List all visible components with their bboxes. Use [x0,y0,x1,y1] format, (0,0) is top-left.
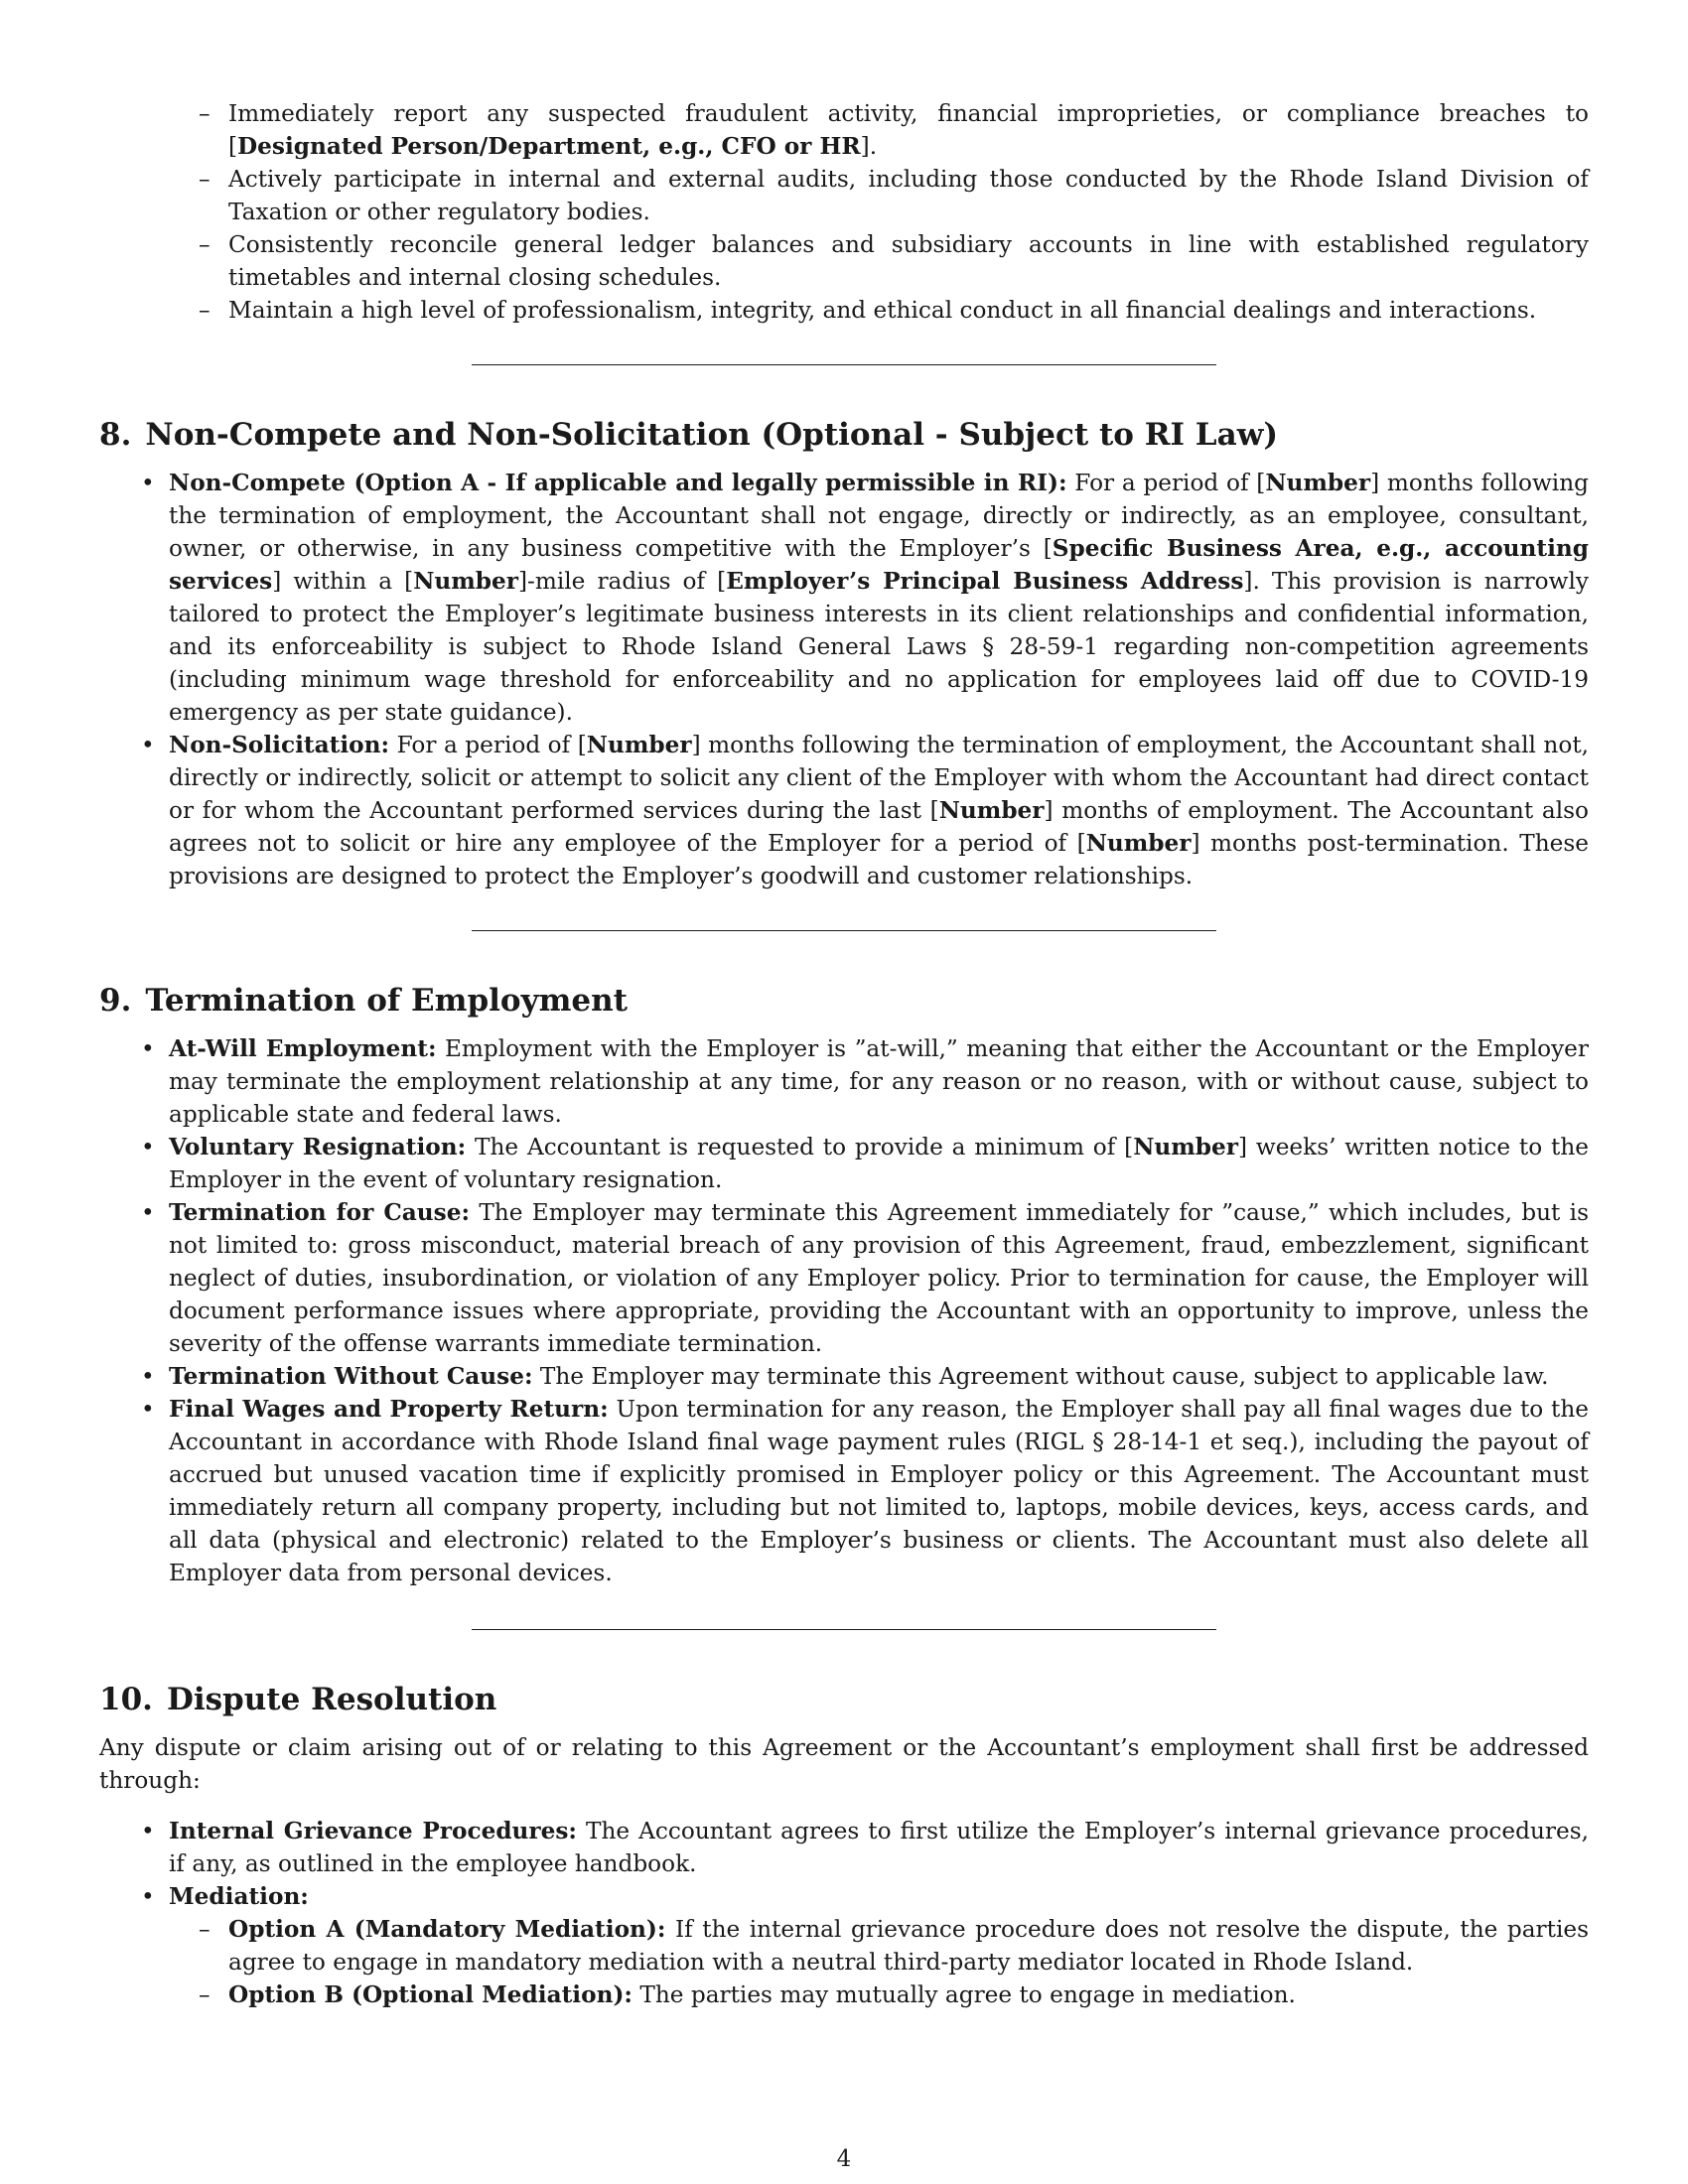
termination-without-cause-item: • Termination Without Cause: The Employer may terminate this Agreement without cause, subject to applicable law. [169,1360,1589,1393]
section-divider [472,364,1216,365]
final-wages-item: • Final Wages and Property Return: Upon termination for any reason, the Employer shall pay all final wages due to the Accountant in accordance with Rhode Island final wage payment rules (RIGL § 28-14-1 et seq.), including the payout of accrued but unused vacation time if explicitly promised in Employer policy or this Agreement. The Accountant must immediately return all company property, including but not limited to, laptops, mobile devices, keys, access cards, and all data (physical and electronic) related to the Employer’s business or clients. The Accountant must also delete all Employer data from personal devices. [169,1393,1589,1589]
list-item: – Immediately report any suspected fraudulent activity, financial improprieties, or compliance breaches to [Designated Person/Department, e.g., CFO or HR]. [228,97,1589,163]
mediation-option-b: – Option B (Optional Mediation): The parties may mutually agree to engage in mediation. [228,1979,1589,2011]
list-item: – Maintain a high level of professionalism, integrity, and ethical conduct in all financial dealings and interactions. [228,294,1589,327]
mediation-option-a: – Option A (Mandatory Mediation): If the internal grievance procedure does not resolve the dispute, the parties agree to engage in mandatory mediation with a neutral third-party mediator located in Rhode Island. [228,1913,1589,1979]
non-solicitation-item: • Non-Solicitation: For a period of [Number] months following the termination of employment, the Accountant shall not, directly or indirectly, solicit or attempt to solicit any client of the Employer with whom the Accountant had direct contact or for whom the Accountant performed services during the last [Number] months of employment. The Accountant also agrees not to solicit or hire any employee of the Employer for a period of [Number] months post-termination. These provisions are designed to protect the Employer’s goodwill and customer relationships. [169,729,1589,892]
section-divider [472,1629,1216,1630]
page-number: 4 [836,2146,852,2172]
section-9-heading: 9. Termination of Employment [99,983,629,1019]
mediation-options [169,1913,1589,2011]
list-item: – Consistently reconcile general ledger balances and subsidiary accounts in line with established regulatory timetables and internal closing schedules. [228,228,1589,294]
mediation-item: • Mediation: – Option A (Mandatory Mediation): If the internal grievance procedure does not resolve the dispute, the parties agree to engage in mandatory mediation with a neutral third-party mediator located in Rhode Island. – Option B (Optional Mediation): The parties may mutually agree to engage in mediation. [169,1880,1589,2011]
section-8-heading: 8. Non-Compete and Non-Solicitation (Optional - Subject to RI Law) [99,417,1279,453]
section-10-intro: Any dispute or claim arising out of or relating to this Agreement or the Accountant’s employment shall first be addressed through: [99,1734,1589,1794]
voluntary-resignation-item: • Voluntary Resignation: The Accountant is requested to provide a minimum of [Number] weeks’ written notice to the Employer in the event of voluntary resignation. [169,1131,1589,1196]
non-compete-item: • Non-Compete (Option A - If applicable and legally permissible in RI): For a period of [Number] months following the termination of employment, the Accountant shall not engage, directly or indirectly, as an employee, consultant, owner, or otherwise, in any business competitive with the Employer’s [Specific Business Area, e.g., accounting services] within a [Number]-mile radius of [Employer’s Principal Business Address]. This provision is narrowly tailored to protect the Employer’s legitimate business interests in its client relationships and confidential information, and its enforceability is subject to Rhode Island General Laws § 28-59-1 regarding non-competition agreements (including minimum wage threshold for enforceability and no application for employees laid off due to COVID-19 emergency as per state guidance). [169,467,1589,729]
section-9-list [99,1032,1589,1589]
responsibilities-list [99,97,1589,327]
grievance-item: • Internal Grievance Procedures: The Accountant agrees to first utilize the Employer’s internal grievance procedures, if any, as outlined in the employee handbook. [169,1815,1589,1880]
section-10-heading: 10. Dispute Resolution [99,1682,497,1717]
section-8-list [99,467,1589,892]
at-will-item: • At-Will Employment: Employment with the Employer is ”at-will,” meaning that either the Accountant or the Employer may terminate the employment relationship at any time, for any reason or no reason, with or without cause, subject to applicable state and federal laws. [169,1032,1589,1131]
section-10-list [99,1815,1589,2011]
termination-for-cause-item: • Termination for Cause: The Employer may terminate this Agreement immediately for ”cause,” which includes, but is not limited to: gross misconduct, material breach of any provision of this Agreement, fraud, embezzlement, significant neglect of duties, insubordination, or violation of any Employer policy. Prior to termination for cause, the Employer will document performance issues where appropriate, providing the Accountant with an opportunity to improve, unless the severity of the offense warrants immediate termination. [169,1196,1589,1360]
section-divider [472,930,1216,931]
list-item: – Actively participate in internal and external audits, including those conducted by the Rhode Island Division of Taxation or other regulatory bodies. [228,163,1589,228]
document-page [99,97,1589,2011]
